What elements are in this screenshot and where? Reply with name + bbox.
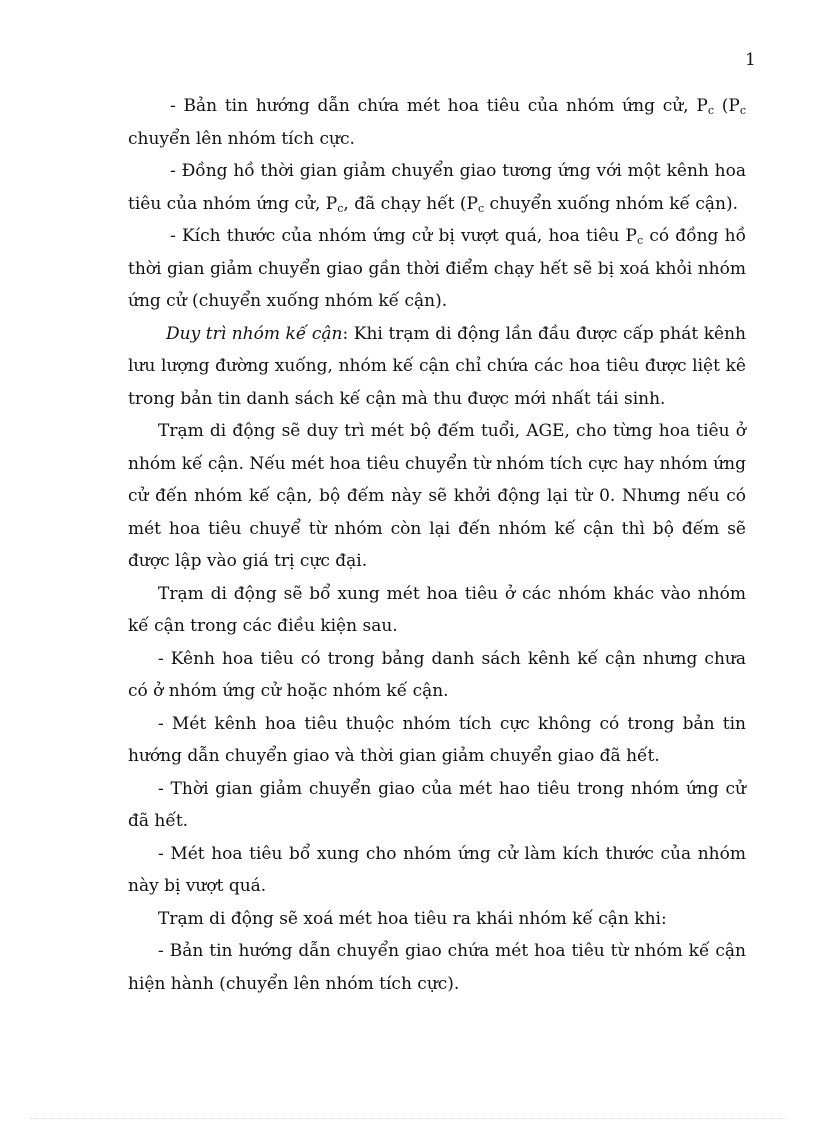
paragraph-1: - Bản tin hướng dẫn chứa mét hoa tiêu của nhóm ứng cử, $P_c$ ($P_c$ chuyển lên nhóm tích cực. [128, 96, 746, 149]
paragraph-8: - Mét kênh hoa tiêu thuộc nhóm tích cực không có trong bản tin hướng dẫn chuyển giao và thời gian giảm chuyển giao đã hết. [128, 713, 746, 766]
paragraph-2: - Đồng hồ thời gian giảm chuyển giao tương ứng với một kênh hoa tiêu của nhóm ứng cử, $P_c$, đã chạy hết ($P_c$ chuyển xuống nhóm kế cận). [128, 161, 746, 215]
document-body [128, 90, 746, 1000]
footer-divider [30, 1118, 786, 1119]
paragraph-4: Duy trì nhóm kế cận: Khi trạm di động lần đầu được cấp phát kênh lưu lượng đường xuống, nhóm kế cận chỉ chứa các hoa tiêu được liệt kê trong bản tin danh sách kế cận mà thu được mới nhất tái sinh. [128, 323, 746, 409]
paragraph-11: Trạm di động sẽ xoá mét hoa tiêu ra khái nhóm kế cận khi: [158, 908, 667, 929]
paragraph-12: - Bản tin hướng dẫn chuyển giao chứa mét hoa tiêu từ nhóm kế cận hiện hành (chuyển lên nhóm tích cực). [128, 941, 746, 994]
paragraph-10: - Mét hoa tiêu bổ xung cho nhóm ứng cử làm kích thước của nhóm này bị vượt quá. [128, 843, 746, 896]
paragraph-6: Trạm di động sẽ bổ xung mét hoa tiêu ở các nhóm khác vào nhóm kế cận trong các điều kiện sau. [128, 583, 746, 636]
section-term: Duy trì nhóm kế cận [166, 323, 343, 344]
paragraph-5: Trạm di động sẽ duy trì mét bộ đếm tuổi, AGE, cho từng hoa tiêu ở nhóm kế cận. Nếu mét hoa tiêu chuyển từ nhóm tích cực hay nhóm ứng cử đến nhóm kế cận, bộ đếm này sẽ khởi động lại từ 0. Nhưng nếu có mét hoa tiêu chuyể từ nhóm còn lại đến nhóm kế cận thì bộ đếm sẽ được lập vào giá trị cực đại. [128, 421, 746, 571]
paragraph-3: - Kích thước của nhóm ứng cử bị vượt quá, hoa tiêu $P_c$ có đồng hồ thời gian giảm chuyển giao gần thời điểm chạy hết sẽ bị xoá khỏi nhóm ứng cử (chuyển xuống nhóm kế cận). [128, 226, 746, 311]
paragraph-7: - Kênh hoa tiêu có trong bảng danh sách kênh kế cận nhưng chưa có ở nhóm ứng cử hoặc nhóm kế cận. [128, 648, 746, 701]
page-number: 1 [745, 50, 756, 70]
paragraph-9: - Thời gian giảm chuyển giao của mét hao tiêu trong nhóm ứng cử đã hết. [128, 778, 746, 831]
